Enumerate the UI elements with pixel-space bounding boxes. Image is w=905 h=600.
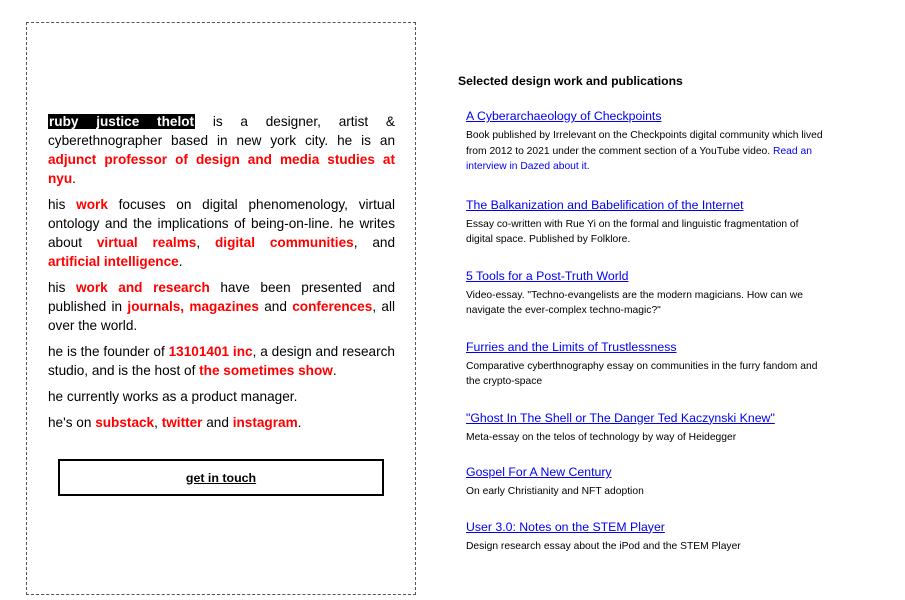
work-title-link[interactable]: 5 Tools for a Post-Truth World — [466, 268, 629, 283]
bio-text-span: , — [154, 415, 162, 430]
work-item — [466, 463, 828, 500]
virtual-realms-link[interactable]: virtual realms — [96, 235, 197, 250]
bio-text-span: . — [297, 415, 302, 430]
work-title-link[interactable]: Furries and the Limits of Trustlessness — [466, 339, 677, 354]
bio-text-span: , — [196, 235, 215, 250]
bio-text-span: and — [258, 299, 293, 314]
bio-text-span: and — [202, 415, 233, 430]
bio-text-span: , all over the world. — [48, 299, 396, 333]
work-item — [466, 518, 828, 555]
work-description: On early Christianity and NFT adoption — [466, 486, 644, 497]
twitter-link[interactable]: twitter — [161, 415, 203, 430]
bio-text-span: his — [48, 280, 76, 295]
dazed-interview-link[interactable]: Read an interview in Dazed about it. — [466, 145, 812, 172]
work-desc-text: Book published by Irrelevant on the Checkpoints digital community which lived from 2012 to 2021 under the comment section of a YouTube video. — [466, 130, 823, 157]
bio-text-span: . — [332, 363, 337, 378]
bio-text-span: focuses on digital phenomenology, virtual ontology and the implications of being-on-line. he writes about — [48, 197, 395, 250]
work-title-link[interactable]: The Balkanization and Babelification of the Internet — [466, 197, 744, 212]
bio-text-span: he's on — [48, 415, 96, 430]
work-description: Meta-essay on the telos of technology by way of Heidegger — [466, 431, 737, 443]
work-item — [466, 107, 828, 175]
bio-paragraph-focus — [48, 195, 395, 271]
artificial-intelligence-link[interactable]: artificial intelligence — [48, 254, 179, 269]
work-title-link[interactable]: "Ghost In The Shell or The Danger Ted Kaczynski Knew" — [466, 410, 775, 425]
instagram-link[interactable]: instagram — [232, 415, 298, 430]
bio-paragraph-intro — [48, 112, 395, 188]
bio-paragraph-research — [48, 278, 395, 335]
work-item — [466, 338, 828, 390]
bio-paragraph-social — [48, 413, 395, 432]
work-description — [466, 128, 828, 175]
work-description: Design research essay about the iPod and the STEM Player — [466, 540, 741, 552]
bio-text-span: is a designer, artist & cyberethnographer based in new york city. he is an — [48, 114, 395, 148]
work-item — [466, 267, 828, 319]
bio-text-span: . — [72, 171, 76, 186]
bio-text-span: he currently works as a product manager. — [48, 389, 298, 404]
work-description: Video-essay. "Techno-evangelists are the modern magicians. How can we navigate the ever-complex techno-magic?" — [466, 289, 803, 316]
bio-text-span: have been presented and published in — [48, 280, 396, 314]
bio-paragraph-founder — [48, 342, 395, 380]
journals-magazines-link[interactable]: journals, magazines — [127, 299, 259, 314]
substack-link[interactable]: substack — [95, 415, 155, 430]
work-title-link[interactable]: A Cyberarchaeology of Checkpoints — [466, 109, 662, 123]
bio-text-span: his — [48, 197, 77, 212]
work-description: Comparative cyberthnography essay on communities in the furry fandom and the crypto-space — [466, 360, 818, 387]
digital-communities-link[interactable]: digital communities — [214, 235, 354, 250]
conferences-link[interactable]: conferences — [292, 299, 373, 314]
get-in-touch-button[interactable]: get in touch — [58, 459, 384, 496]
work-item — [466, 409, 828, 446]
bio-text-span: . — [178, 254, 183, 269]
work-link[interactable]: work — [76, 197, 108, 212]
work-title-link[interactable]: User 3.0: Notes on the STEM Player — [466, 519, 665, 534]
works-heading: Selected design work and publications — [458, 74, 683, 88]
bio-text-span: , a design and research studio, and is the host of — [48, 344, 395, 378]
studio-link[interactable]: 13101401 inc — [168, 344, 253, 359]
bio-text-span: , and — [353, 235, 396, 250]
author-name: ruby justice thelot — [49, 114, 195, 129]
works-section — [458, 74, 828, 554]
sometimes-show-link[interactable]: the sometimes show — [199, 363, 333, 378]
bio-text — [48, 112, 395, 439]
bio-text-span: he is the founder of — [48, 344, 169, 359]
nyu-link[interactable]: adjunct professor of design and media studies at nyu — [48, 152, 395, 186]
work-title-link[interactable]: Gospel For A New Century — [466, 465, 612, 479]
work-item — [466, 196, 828, 248]
bio-paragraph-job — [48, 387, 395, 406]
work-and-research-link[interactable]: work and research — [75, 280, 210, 295]
bio-panel — [26, 22, 416, 595]
work-description: Essay co-written with Rue Yi on the formal and linguistic fragmentation of digital space. Published by Folklore. — [466, 218, 799, 245]
